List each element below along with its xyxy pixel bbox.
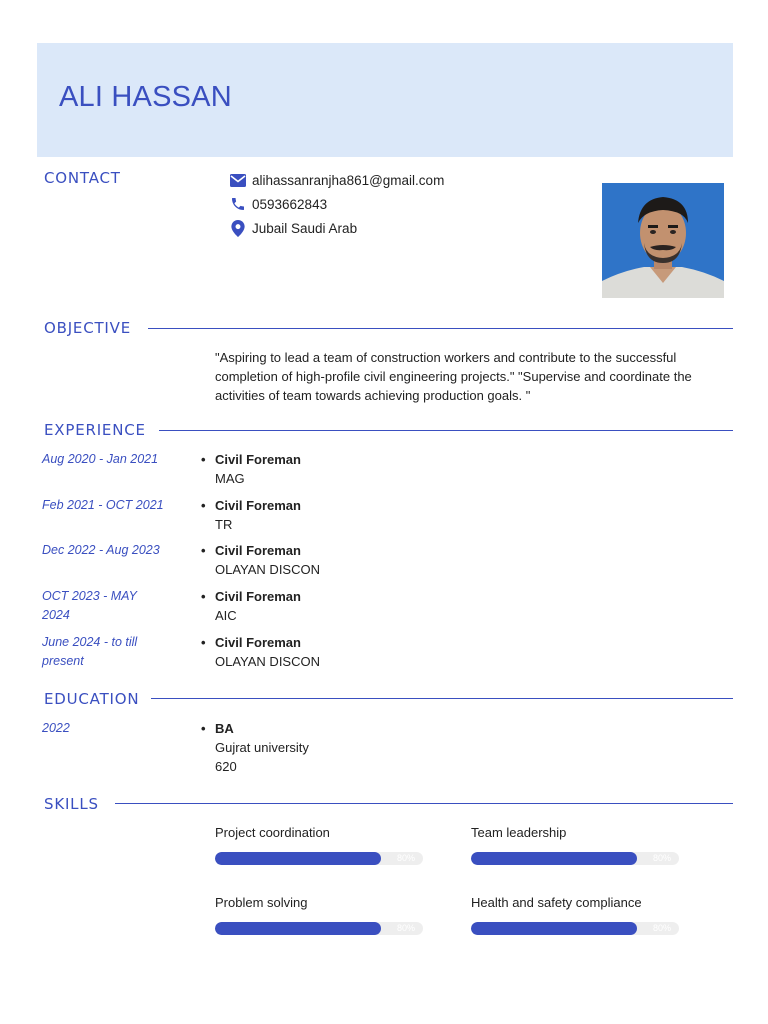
contact-phone[interactable] xyxy=(230,196,327,212)
experience-title: • Civil Foreman xyxy=(215,496,301,515)
education-entry xyxy=(215,719,309,776)
objective-text: "Aspiring to lead a team of construction workers and contribute to the successful completion of high-profile civil engineering projects." "Supervise and coordinate the activities of team towards achieving production goals. " xyxy=(215,350,692,403)
contact-phone-text: 0593662843 xyxy=(252,196,328,212)
skill-name: Project coordination xyxy=(215,825,330,840)
objective-divider xyxy=(148,328,733,329)
experience-title: • Civil Foreman xyxy=(215,587,301,606)
education-school: Gujrat university xyxy=(215,740,309,755)
experience-date: OCT 2023 - MAY 2024 xyxy=(42,589,137,622)
skill-item xyxy=(471,894,679,935)
skill-bar-fill xyxy=(215,922,381,935)
experience-entry xyxy=(215,587,301,625)
experience-company: TR xyxy=(215,517,233,532)
skill-bar-fill xyxy=(215,852,381,865)
experience-company: OLAYAN DISCON xyxy=(215,562,320,577)
education-divider xyxy=(151,698,733,699)
skill-percent: 80% xyxy=(396,853,415,863)
skill-bar xyxy=(215,922,423,935)
skill-percent: 80% xyxy=(396,923,415,933)
experience-company: OLAYAN DISCON xyxy=(215,654,320,669)
contact-email[interactable] xyxy=(230,172,444,188)
skill-name: Health and safety compliance xyxy=(471,895,642,910)
skill-percent: 80% xyxy=(652,853,671,863)
contact-location-text: Jubail Saudi Arab xyxy=(252,220,358,236)
experience-date: Aug 2020 - Jan 2021 xyxy=(42,452,159,466)
candidate-name: ALI HASSAN xyxy=(59,81,232,113)
resume-header xyxy=(37,43,733,157)
skill-name: Team leadership xyxy=(471,825,567,840)
profile-photo xyxy=(602,183,724,298)
contact-location xyxy=(230,220,357,236)
experience-date: Feb 2021 - OCT 2021 xyxy=(42,498,164,512)
skill-bar xyxy=(471,922,679,935)
section-title-contact: CONTACT xyxy=(44,169,121,187)
envelope-icon xyxy=(230,172,246,188)
phone-icon xyxy=(230,196,246,212)
skill-bar-fill xyxy=(471,852,637,865)
education-date: 2022 xyxy=(42,721,70,735)
experience-title: • Civil Foreman xyxy=(215,633,320,652)
education-degree: • BA xyxy=(215,719,309,738)
experience-entry xyxy=(215,450,301,488)
experience-entry xyxy=(215,541,320,579)
skill-name: Problem solving xyxy=(215,895,308,910)
education-score: 620 xyxy=(215,759,237,774)
experience-title: • Civil Foreman xyxy=(215,450,301,469)
experience-entry xyxy=(215,496,301,534)
section-title-experience: EXPERIENCE xyxy=(44,421,146,439)
skill-bar-fill xyxy=(471,922,637,935)
skill-item xyxy=(215,894,423,935)
experience-company: MAG xyxy=(215,471,245,486)
experience-company: AIC xyxy=(215,608,237,623)
experience-entry xyxy=(215,633,320,671)
section-title-education: EDUCATION xyxy=(44,690,140,708)
experience-divider xyxy=(159,430,733,431)
section-title-skills: SKILLS xyxy=(44,795,99,813)
contact-email-text: alihassanranjha861@gmail.com xyxy=(252,172,445,188)
skill-item xyxy=(215,824,423,865)
experience-title: • Civil Foreman xyxy=(215,541,320,560)
skill-item xyxy=(471,824,679,865)
skill-percent: 80% xyxy=(652,923,671,933)
skill-bar xyxy=(215,852,423,865)
experience-date: Dec 2022 - Aug 2023 xyxy=(42,543,160,557)
skill-bar xyxy=(471,852,679,865)
map-pin-icon xyxy=(230,220,246,236)
experience-date: June 2024 - to till present xyxy=(42,635,138,668)
section-title-objective: OBJECTIVE xyxy=(44,319,131,337)
skills-divider xyxy=(115,803,733,804)
